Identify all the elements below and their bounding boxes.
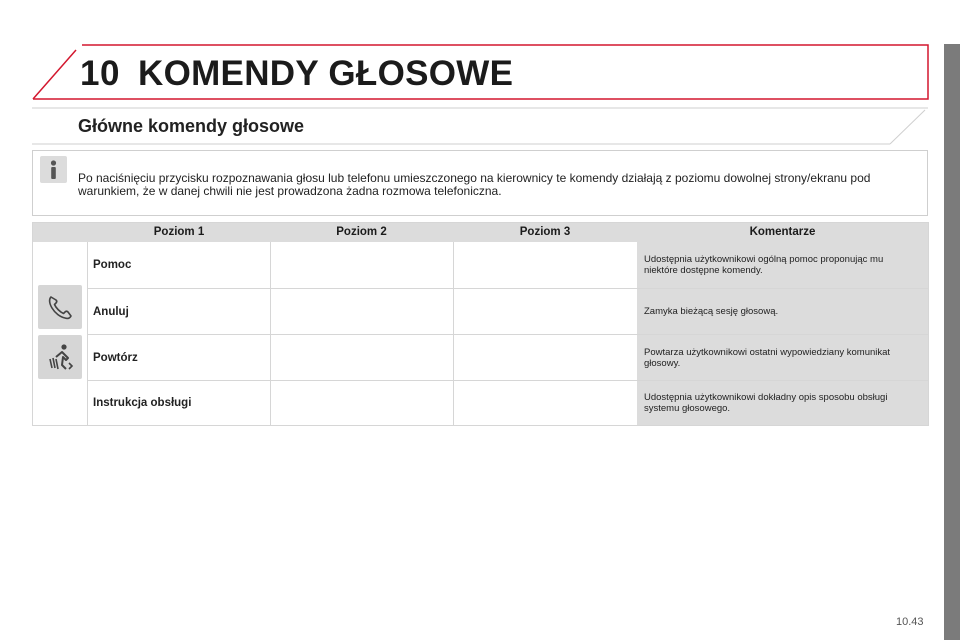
voice-command-icon [38, 335, 82, 379]
command-label: Pomoc [93, 259, 132, 271]
table-row [88, 242, 928, 288]
comment-cell [637, 242, 928, 288]
header-comments: Komentarze [749, 226, 816, 238]
header-level2: Poziom 2 [336, 226, 387, 238]
command-label: Powtórz [93, 351, 138, 364]
commands-table [32, 222, 929, 426]
level1-cell [88, 381, 191, 425]
chapter-header [32, 44, 929, 100]
table-row [88, 381, 928, 425]
comment-text: Powtarza użytkownikowi ostatni wypowiedziany komunikat głosowy. [644, 346, 891, 369]
section-header [32, 107, 929, 145]
comment-text: Udostępnia użytkownikowi dokładny opis sposobu obsługi systemu głosowego. [644, 392, 888, 414]
comment-cell [637, 289, 928, 334]
page-number: 10.43 [896, 616, 924, 628]
section-title: Główne komendy głosowe [78, 116, 305, 136]
header-level3: Poziom 3 [519, 226, 571, 238]
command-label: Instrukcja obsługi [93, 397, 192, 409]
page-edge-bar [944, 44, 960, 640]
info-icon [40, 156, 67, 183]
level1-cell [88, 335, 138, 380]
chapter-number: 10 [80, 54, 120, 93]
comment-text: Udostępnia użytkownikowi ogólną pomoc proponując mu niektóre dostępne komendy. [644, 254, 884, 276]
header-level1: Poziom 1 [153, 226, 205, 238]
comment-cell [637, 381, 928, 425]
table-row [88, 289, 928, 334]
phone-icon [38, 285, 82, 329]
table-header [33, 223, 928, 242]
info-text: Po naciśnięciu przycisku rozpoznawania głosu lub telefonu umieszczonego na kierownicy te komendy działają z poziomu dowolnej strony/ekranu pod warunkiem, że w danej chwili nie jest prowadzona żadna rozmowa telefoniczna. [78, 171, 871, 198]
level1-cell [88, 242, 131, 288]
info-box [32, 150, 928, 216]
comment-text: Zamyka bieżącą sesję głosową. [644, 306, 779, 317]
comment-cell [637, 335, 928, 380]
level1-cell [88, 289, 129, 334]
chapter-title: KOMENDY GŁOSOWE [138, 54, 514, 93]
command-label: Anuluj [93, 305, 129, 318]
table-row [88, 335, 928, 380]
